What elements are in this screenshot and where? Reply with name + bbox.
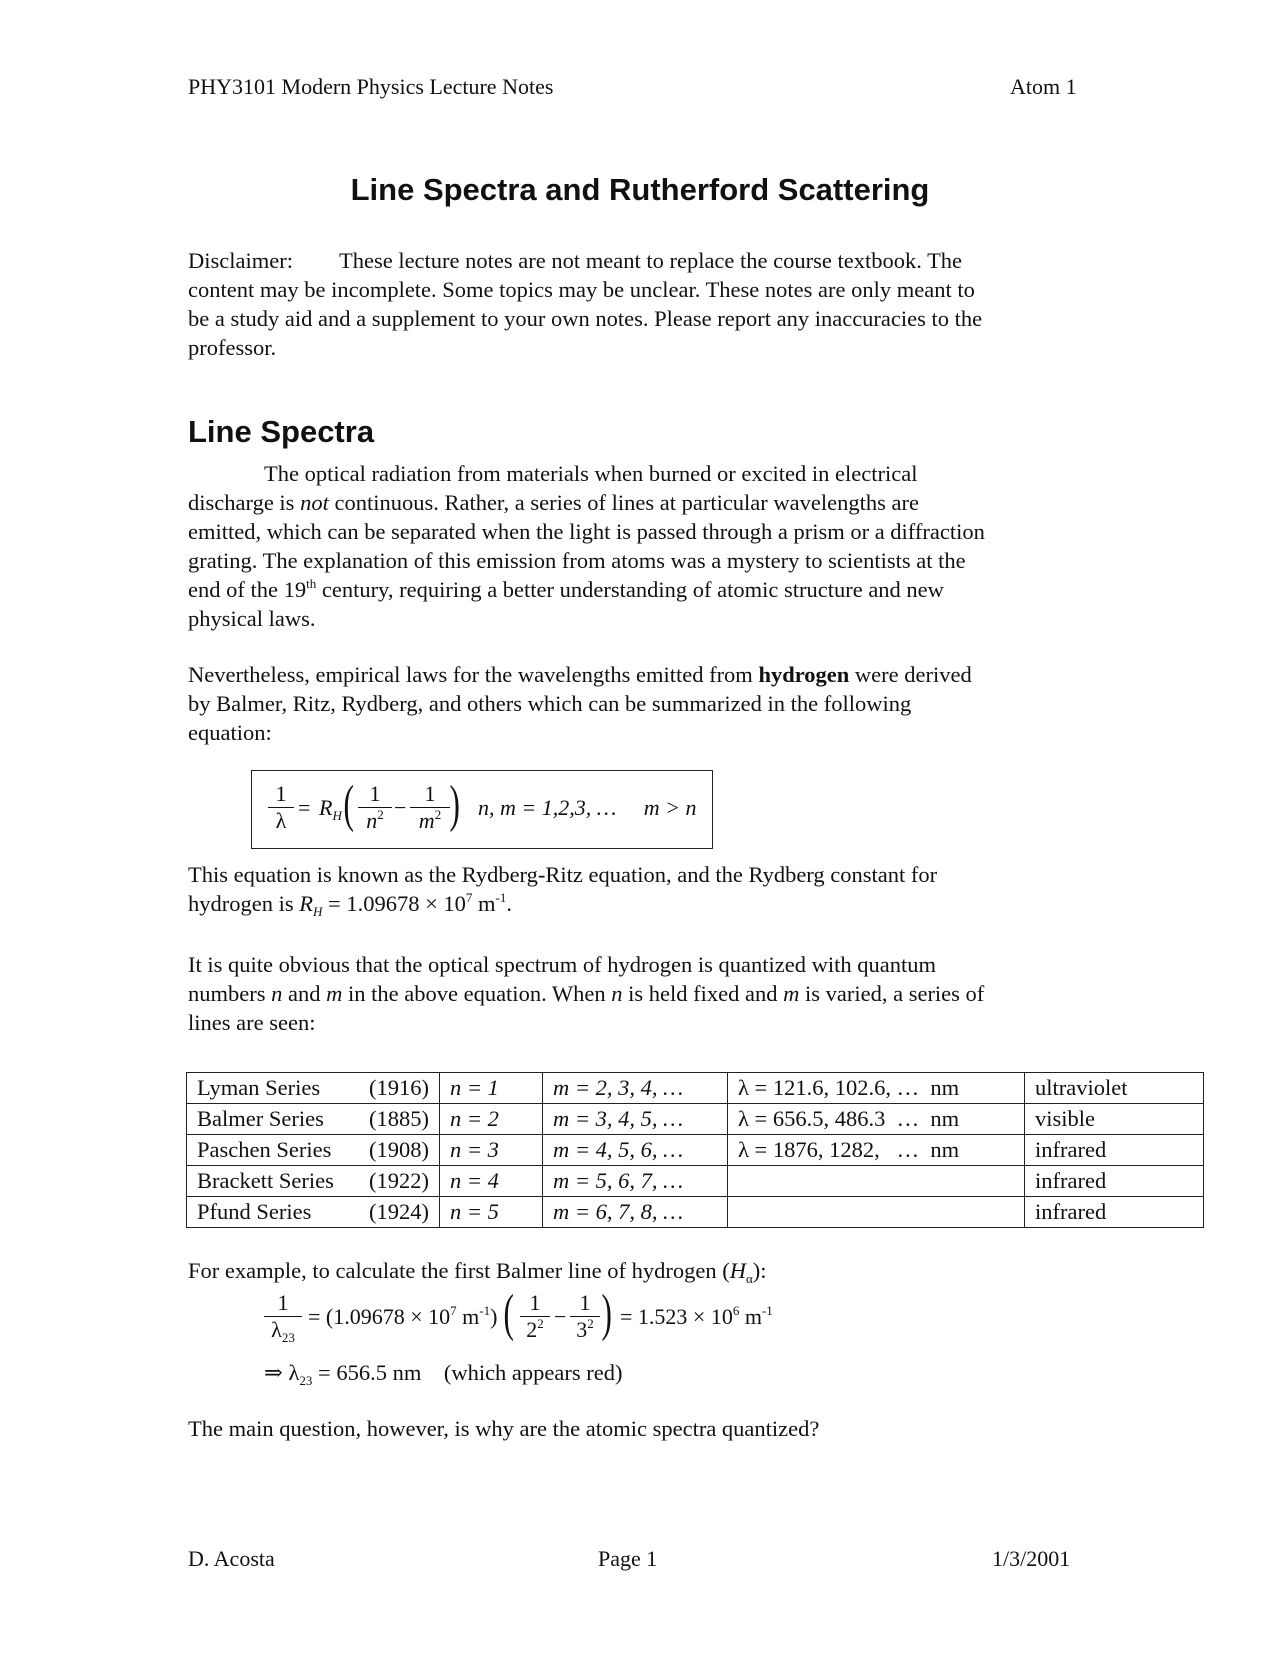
empirical-laws-paragraph: Nevertheless, empirical laws for the wavelengths emitted from hydrogen were derived by Balmer, Ritz, Rydberg, and others which can be summarized in the following equation: <box>188 662 972 745</box>
footer-author: D. Acosta <box>188 1546 275 1571</box>
table-row: Balmer Series (1885) n = 2 m = 3, 4, 5, … λ = 656.5, 486.3 … nm visible <box>187 1104 1204 1135</box>
example-intro: For example, to calculate the first Balmer line of hydrogen $(H_\alpha)$: <box>188 1258 767 1286</box>
disclaimer-paragraph: Disclaimer: These lecture notes are not meant to replace the course textbook. The content may be incomplete. Some topics may be unclear. These notes are only meant to be a study aid and a supplement to your own notes. Please report any inaccuracies to the professor. <box>188 248 983 360</box>
rydberg-constant-paragraph: This equation is known as the Rydberg-Ritz equation, and the Rydberg constant for hydrogen is $R_H = 1.09678 \times 10^7$ $m^{-1}$. <box>188 862 938 919</box>
section-heading: Line Spectra <box>188 414 375 449</box>
table-row: Lyman Series (1916) n = 1 m = 2, 3, 4, … λ = 121.6, 102.6, … nm ultraviolet <box>187 1073 1204 1104</box>
header-section: Atom 1 <box>1010 74 1077 99</box>
table-row: Paschen Series (1908) n = 3 m = 4, 5, 6, … λ = 1876, 1282, … nm infrared <box>187 1135 1204 1166</box>
balmer-example-equation: $\frac{1}{\lambda_{23}}$ = ($1.09678 \times 10^7$ $m^{-1}$) ( $\frac{1}{2^2}$ − $\frac{1}{3^2}$ ) = $1.523 \times 10^6$ $m^{-1}$ <box>264 1286 824 1356</box>
table-row: Brackett Series (1922) n = 4 m = 5, 6, 7, … infrared <box>187 1166 1204 1197</box>
rydberg-ritz-equation: $\frac{1}{\lambda}$ = $R_H$ ( $\frac{1}{n^2}$ − $\frac{1}{m^2}$ ) n, m = 1,2,3, … m > n <box>251 770 713 849</box>
table-row: Pfund Series (1924) n = 5 m = 6, 7, 8, … infrared <box>187 1197 1204 1228</box>
spectral-series-table <box>186 1072 1204 1228</box>
closing-question: The main question, however, is why are the atomic spectra quantized? <box>188 1416 820 1441</box>
intro-paragraph: The optical radiation from materials when burned or excited in electrical discharge is not continuous. Rather, a series of lines at particular wavelengths are emitted, which can be separated when the light is passed through a prism or a diffraction grating. The explanation of this emission from atoms was a mystery to scientists at the end of the 19th century, requiring a better understanding of atomic structure and new physical laws. <box>188 461 985 631</box>
balmer-result: ⇒ $\lambda_{23} = 656.5$ nm (which appears red) <box>264 1360 623 1388</box>
quantization-paragraph: It is quite obvious that the optical spectrum of hydrogen is quantized with quantum numbers n and m in the above equation. When n is held fixed and m is varied, a series of lines are seen: <box>188 952 985 1035</box>
footer-date: 1/3/2001 <box>992 1546 1071 1571</box>
footer-page-number: Page 1 <box>598 1546 658 1571</box>
disclaimer-label: Disclaimer: <box>188 248 293 273</box>
page-title: Line Spectra and Rutherford Scattering <box>350 172 930 207</box>
header-course: PHY3101 Modern Physics Lecture Notes <box>188 74 554 99</box>
